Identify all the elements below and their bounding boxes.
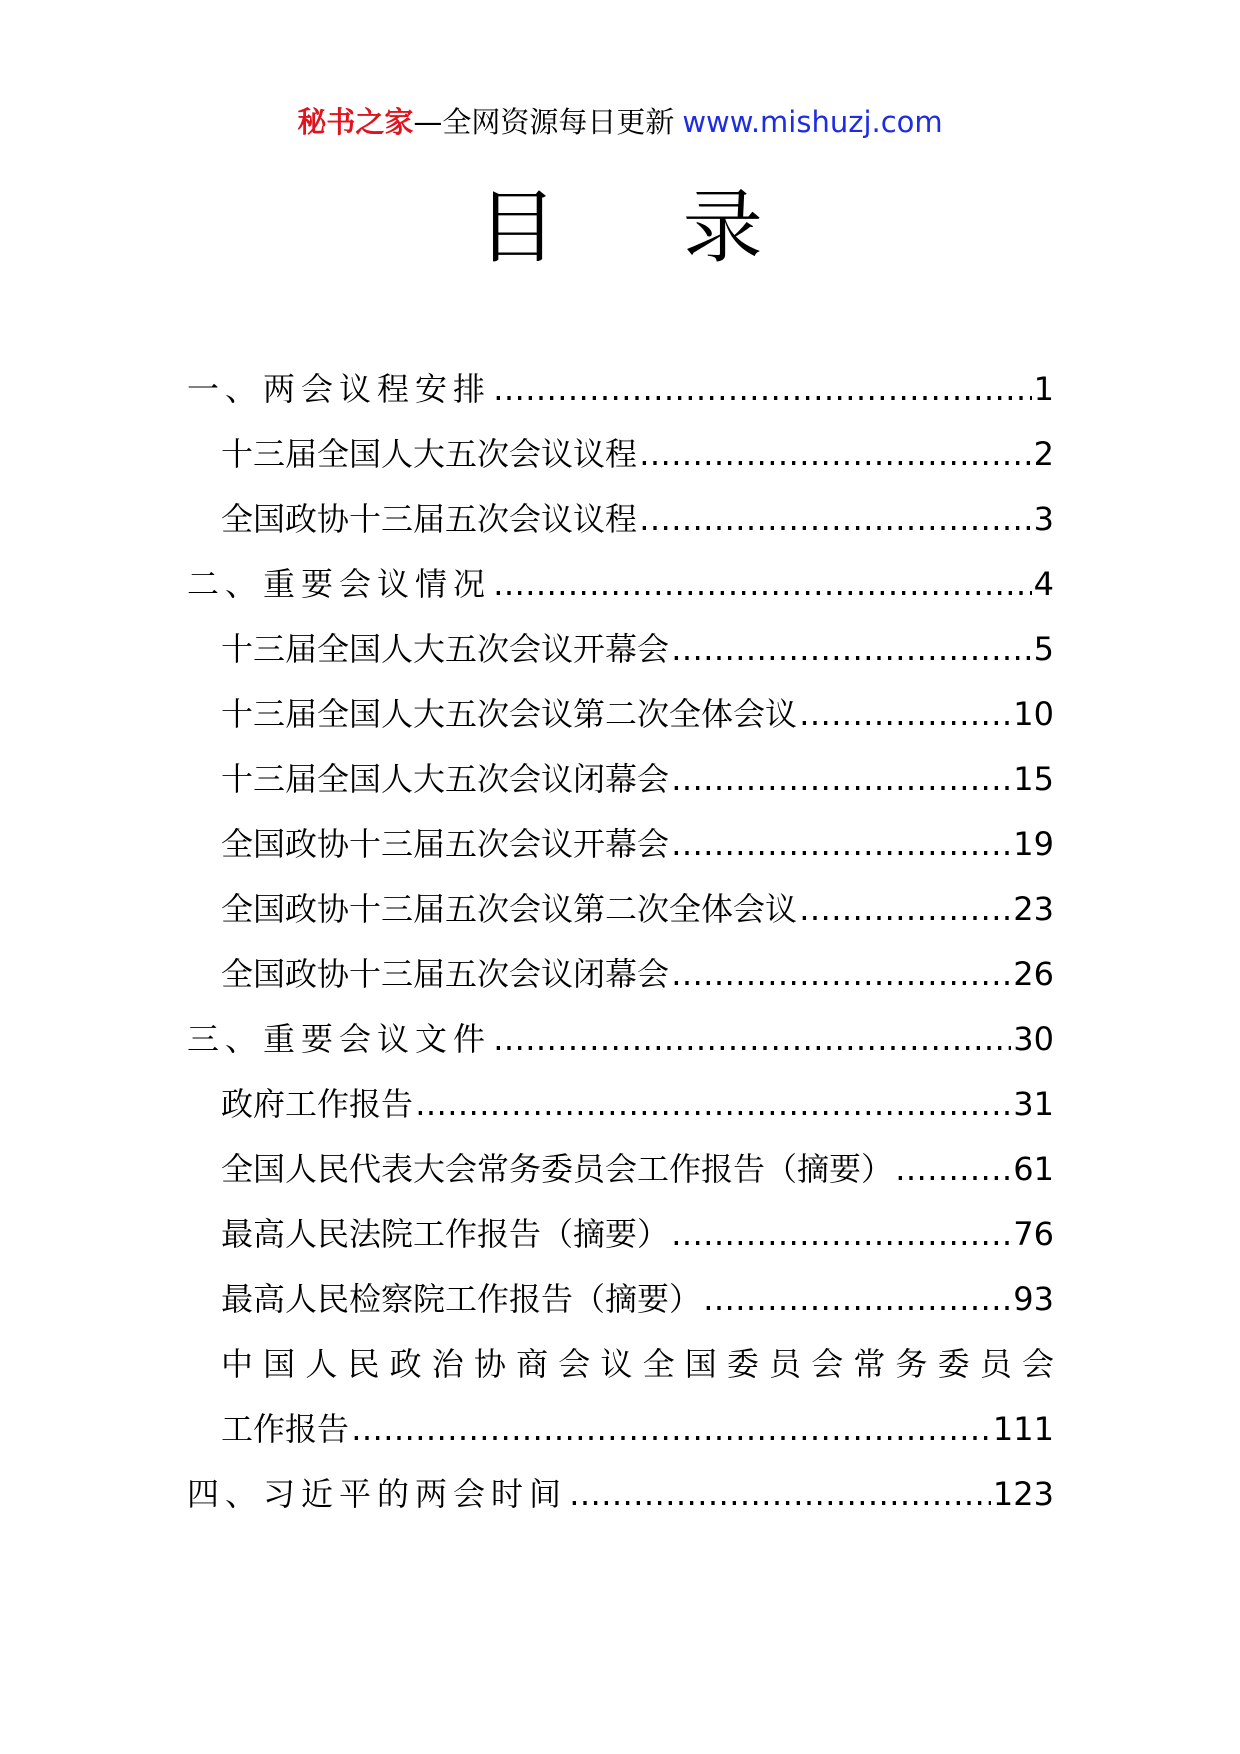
toc-leader-dots bbox=[671, 617, 1032, 682]
toc-leader-dots bbox=[639, 422, 1032, 487]
toc-entry-label: 全国政协十三届五次会议开幕会 bbox=[221, 825, 670, 863]
toc-entry-label: 全国政协十三届五次会议第二次全体会议 bbox=[221, 890, 798, 928]
toc-entry-label-continuation: 工作报告 bbox=[221, 1410, 350, 1448]
toc-leader-dots bbox=[671, 812, 1011, 877]
toc-entry-page: 76 bbox=[1013, 1215, 1054, 1253]
toc-entry-page: 10 bbox=[1013, 695, 1054, 733]
toc-entry[interactable] bbox=[187, 942, 1054, 1007]
toc-entry-page: 61 bbox=[1013, 1150, 1054, 1188]
toc-leader-dots bbox=[351, 1397, 991, 1462]
toc-leader-dots bbox=[799, 682, 1011, 747]
toc-entry[interactable] bbox=[187, 1137, 1054, 1202]
toc-entry[interactable] bbox=[187, 1007, 1054, 1072]
toc-entry[interactable] bbox=[187, 357, 1054, 422]
toc-leader-dots bbox=[493, 552, 1032, 617]
header-slogan: —全网资源每日更新 bbox=[413, 105, 675, 139]
toc-entry-page: 30 bbox=[1013, 1020, 1054, 1058]
toc-leader-dots bbox=[895, 1137, 1011, 1202]
toc-entry-page: 19 bbox=[1013, 825, 1054, 863]
toc-entry-label: 三、重要会议文件 bbox=[187, 1020, 492, 1058]
toc-entry-page: 15 bbox=[1013, 760, 1054, 798]
toc-entry-label: 政府工作报告 bbox=[221, 1085, 414, 1123]
toc-entry[interactable] bbox=[187, 422, 1054, 487]
toc-entry-label: 全国政协十三届五次会议议程 bbox=[221, 500, 638, 538]
toc-leader-dots bbox=[799, 877, 1011, 942]
toc-entry-label: 十三届全国人大五次会议议程 bbox=[221, 435, 638, 473]
toc-leader-dots bbox=[703, 1267, 1011, 1332]
toc-entry-label: 十三届全国人大五次会议第二次全体会议 bbox=[221, 695, 798, 733]
toc-entry[interactable] bbox=[187, 1267, 1054, 1332]
toc-entry-page: 123 bbox=[992, 1475, 1054, 1513]
toc-entry-label: 最高人民检察院工作报告（摘要） bbox=[221, 1280, 702, 1318]
toc-leader-dots bbox=[415, 1072, 1011, 1137]
toc-entry-label: 十三届全国人大五次会议开幕会 bbox=[221, 630, 670, 668]
toc-leader-dots bbox=[569, 1462, 991, 1527]
toc-entry[interactable] bbox=[187, 1202, 1054, 1267]
toc-entry-page: 5 bbox=[1033, 630, 1054, 668]
brand-name: 秘书之家 bbox=[297, 105, 414, 139]
toc-entry[interactable] bbox=[187, 682, 1054, 747]
toc-entry-page: 1 bbox=[1033, 370, 1054, 408]
toc-entry[interactable] bbox=[187, 877, 1054, 942]
toc-entry-wrapped-second-line[interactable] bbox=[187, 1397, 1054, 1462]
toc-leader-dots bbox=[493, 1007, 1011, 1072]
toc-entry-label: 中国人民政治协商会议全国委员会常务委员会 bbox=[221, 1345, 1054, 1383]
toc-entry-page: 111 bbox=[992, 1410, 1054, 1448]
toc-entry-label: 全国政协十三届五次会议闭幕会 bbox=[221, 955, 670, 993]
toc-entry-page: 2 bbox=[1033, 435, 1054, 473]
toc-entry[interactable] bbox=[187, 552, 1054, 617]
toc-entry-wrapped-first-line[interactable] bbox=[187, 1332, 1054, 1397]
toc-entry[interactable] bbox=[187, 812, 1054, 877]
toc-entry-page: 4 bbox=[1033, 565, 1054, 603]
toc-entry[interactable] bbox=[187, 747, 1054, 812]
toc-entry-page: 26 bbox=[1013, 955, 1054, 993]
toc-entry-label: 二、重要会议情况 bbox=[187, 565, 492, 603]
table-of-contents bbox=[187, 357, 1054, 1527]
toc-leader-dots bbox=[671, 1202, 1011, 1267]
toc-entry[interactable] bbox=[187, 1072, 1054, 1137]
toc-entry-page: 23 bbox=[1013, 890, 1054, 928]
toc-leader-dots bbox=[671, 942, 1011, 1007]
toc-entry[interactable] bbox=[187, 1462, 1054, 1527]
page-title: 目 录 bbox=[477, 181, 813, 274]
page-header bbox=[0, 100, 1240, 144]
toc-entry-page: 93 bbox=[1013, 1280, 1054, 1318]
toc-entry-page: 31 bbox=[1013, 1085, 1054, 1123]
toc-entry-page: 3 bbox=[1033, 500, 1054, 538]
toc-entry-label: 四、习近平的两会时间 bbox=[187, 1475, 568, 1513]
toc-leader-dots bbox=[671, 747, 1011, 812]
website-link[interactable]: www.mishuzj.com bbox=[682, 105, 943, 139]
toc-entry-label: 全国人民代表大会常务委员会工作报告（摘要） bbox=[221, 1150, 894, 1188]
toc-entry-label: 最高人民法院工作报告（摘要） bbox=[221, 1215, 670, 1253]
toc-entry[interactable] bbox=[187, 617, 1054, 682]
toc-leader-dots bbox=[639, 487, 1032, 552]
toc-leader-dots bbox=[493, 357, 1032, 422]
toc-entry[interactable] bbox=[187, 487, 1054, 552]
toc-entry-label: 一、两会议程安排 bbox=[187, 370, 492, 408]
toc-entry-label: 十三届全国人大五次会议闭幕会 bbox=[221, 760, 670, 798]
